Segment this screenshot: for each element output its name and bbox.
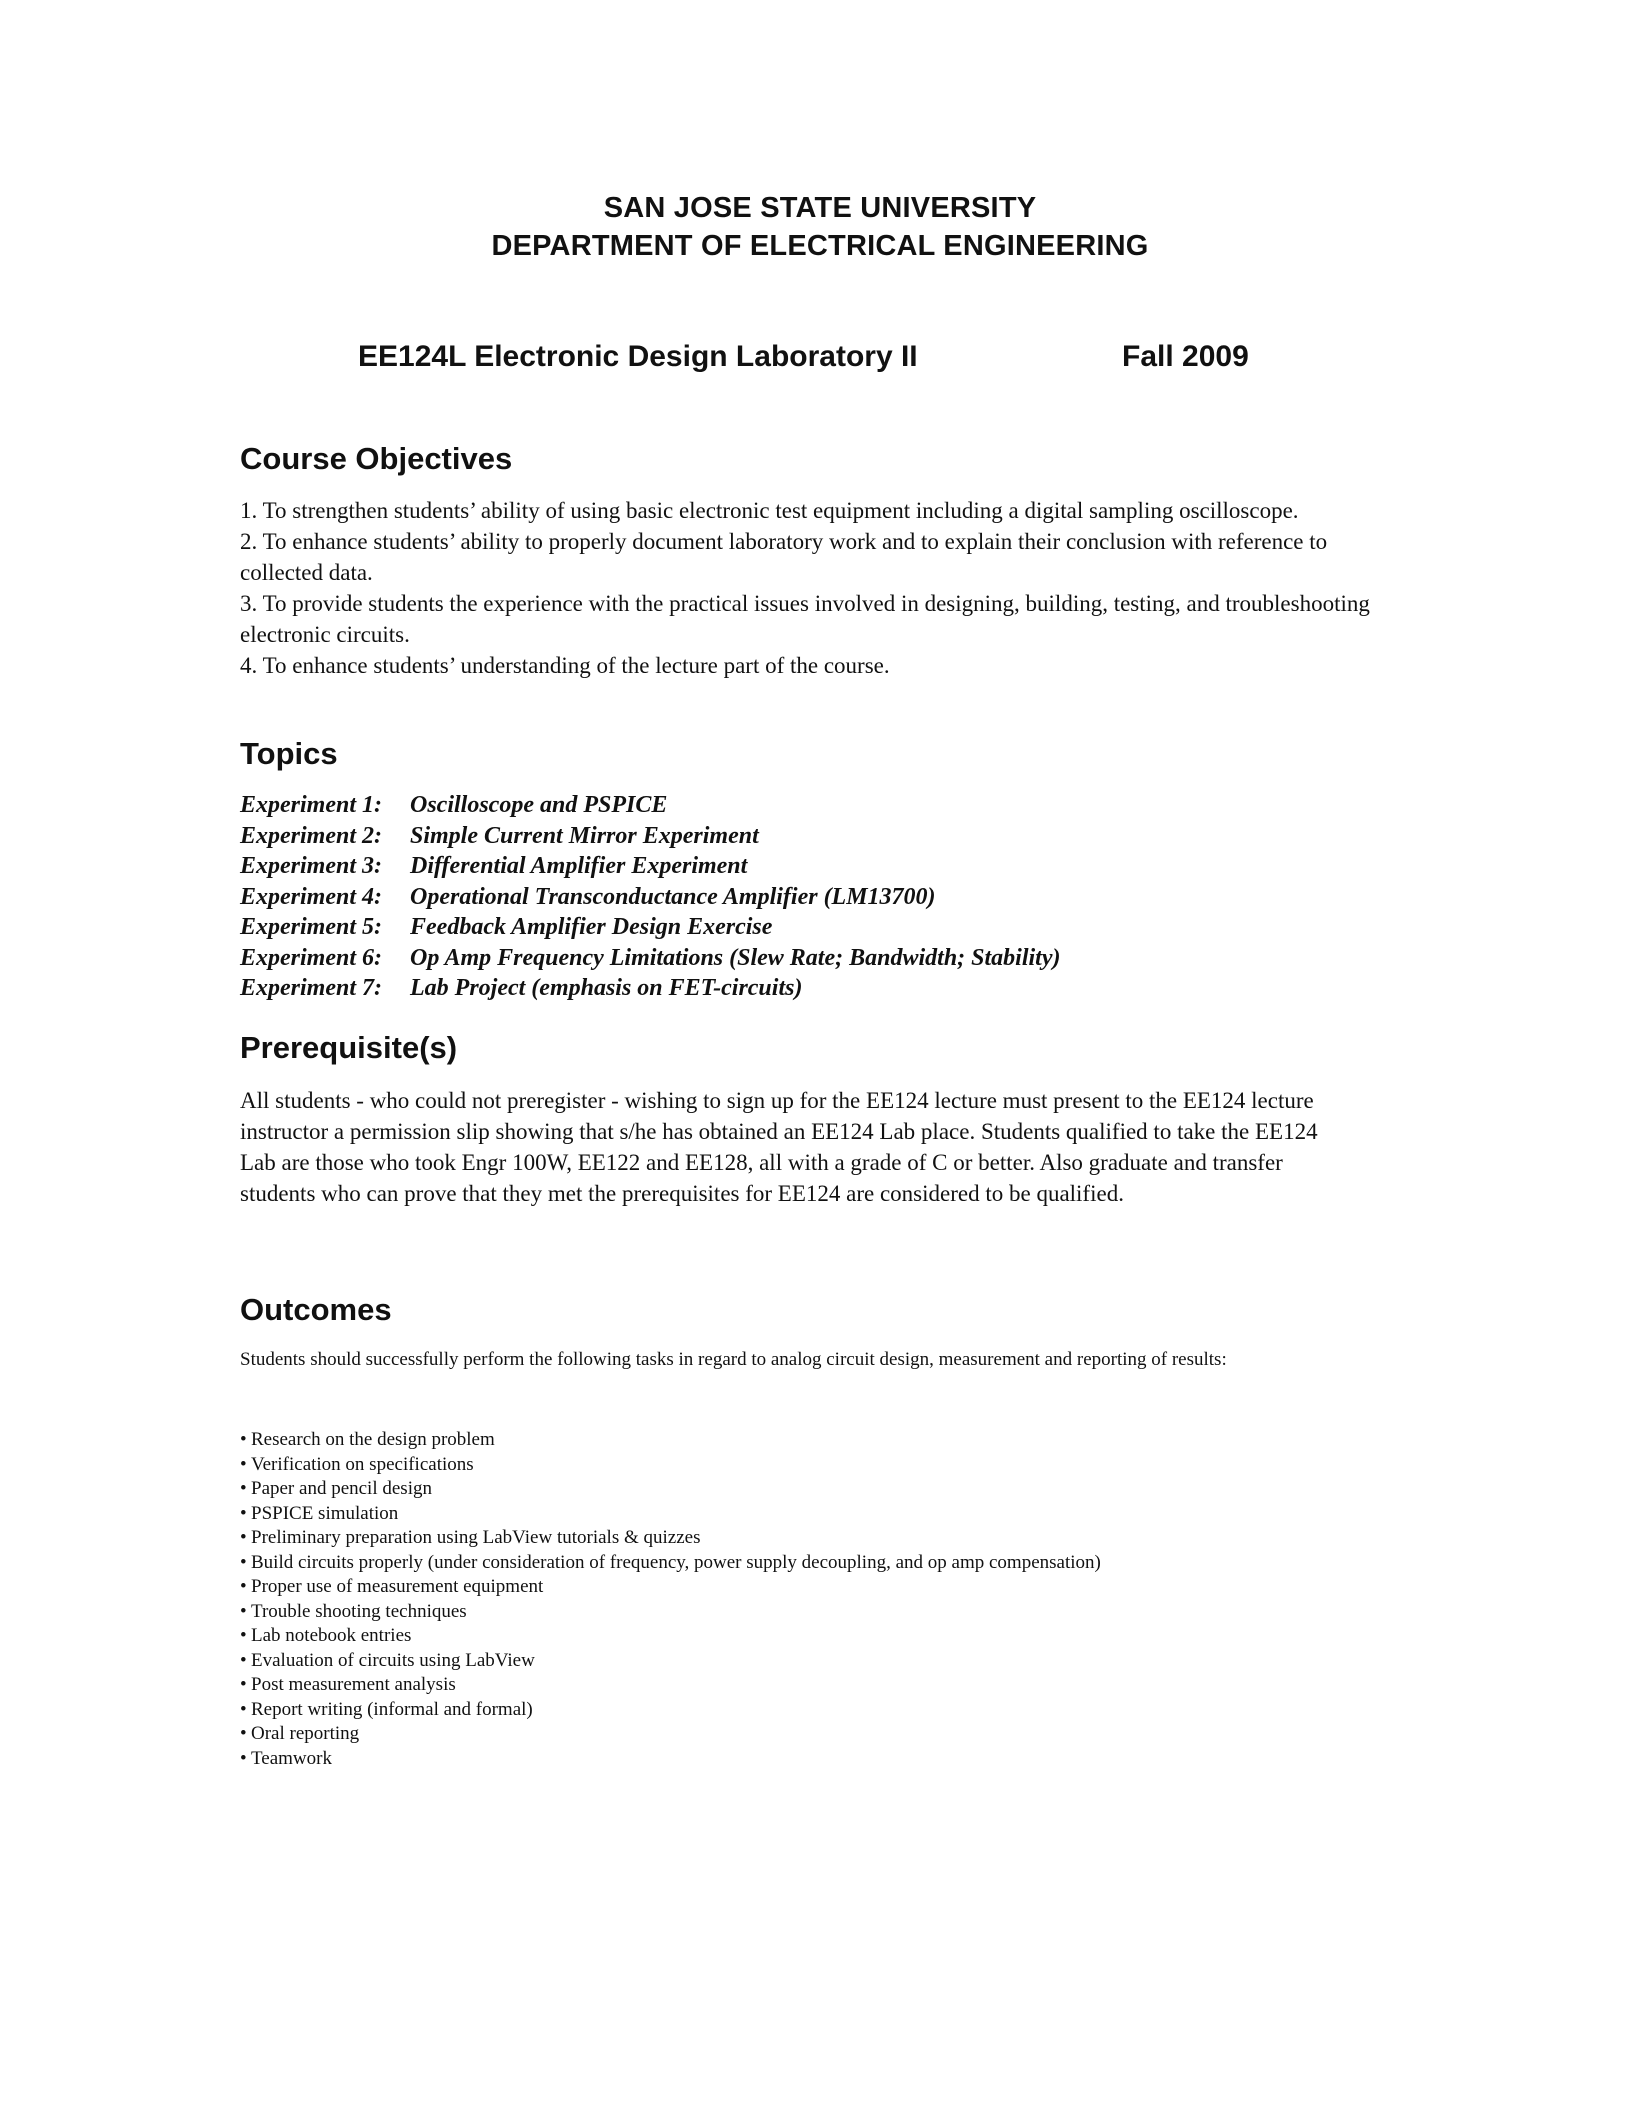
experiment-title: Lab Project (emphasis on FET-circuits)	[410, 975, 803, 1001]
prerequisites-text: All students - who could not preregister - wishing to sign up for the EE124 lecture must present to the EE124 lecture instructor a permission slip showing that s/he has obtained an EE124 Lab place. Students qualified to take the EE124 Lab are those who took Engr 100W, EE122 and EE128, all with a grade of C or better. Also graduate and transfer students who can prove that they met the prerequisites for EE124 are considered to be qualified.	[240, 1088, 1318, 1206]
objective-item: 3. To provide students the experience with the practical issues involved in designing, building, testing, and troubleshooting electronic circuits.	[240, 591, 1370, 647]
outcome-text: Verification on specifications	[251, 1453, 474, 1475]
topic-item	[240, 821, 1060, 852]
topic-item	[240, 912, 1060, 943]
outcome-item	[240, 1502, 1101, 1527]
bullet-icon: •	[240, 1478, 247, 1499]
outcome-item	[240, 1624, 1101, 1649]
bullet-icon: •	[240, 1600, 247, 1622]
outcomes-heading: Outcomes	[240, 1292, 392, 1327]
objective-item: 2. To enhance students’ ability to properly document laboratory work and to explain their conclusion with reference to collected data.	[240, 529, 1328, 585]
experiment-title: Oscilloscope and PSPICE	[410, 792, 668, 818]
topic-item	[240, 882, 1060, 913]
experiment-number: Experiment 2:	[240, 822, 382, 849]
university-name: SAN JOSE STATE UNIVERSITY	[603, 192, 1037, 224]
bullet-icon: •	[240, 1698, 247, 1720]
bullet-icon: •	[240, 1723, 247, 1744]
bullet-icon: •	[240, 1453, 247, 1475]
topic-item	[240, 851, 1060, 882]
topic-item	[240, 943, 1060, 974]
outcome-item	[240, 1673, 1101, 1698]
outcome-item	[240, 1477, 1101, 1502]
course-term: Fall 2009	[1122, 340, 1249, 373]
bullet-icon: •	[240, 1551, 247, 1573]
experiment-title: Differential Amplifier Experiment	[410, 853, 748, 879]
bullet-icon: •	[240, 1649, 247, 1671]
outcomes-intro: Students should successfully perform the following tasks in regard to analog circuit design, measurement and reporting of results:	[240, 1349, 1227, 1370]
outcome-item	[240, 1428, 1101, 1453]
topics-heading: Topics	[240, 736, 338, 771]
outcome-text: Research on the design problem	[251, 1429, 495, 1450]
outcome-text: Lab notebook entries	[251, 1625, 412, 1646]
department-name: DEPARTMENT OF ELECTRICAL ENGINEERING	[491, 230, 1149, 262]
bullet-icon: •	[240, 1429, 247, 1450]
objective-item: 1. To strengthen students’ ability of using basic electronic test equipment including a digital sampling oscilloscope.	[240, 498, 1299, 523]
outcome-text: Teamwork	[251, 1747, 332, 1769]
bullet-icon: •	[240, 1674, 247, 1695]
outcome-text: Proper use of measurement equipment	[251, 1576, 544, 1597]
topics-list	[240, 790, 1060, 1004]
bullet-icon: •	[240, 1576, 247, 1597]
objectives-heading: Course Objectives	[240, 441, 513, 476]
outcome-item	[240, 1722, 1101, 1747]
outcome-text: Oral reporting	[251, 1723, 360, 1744]
outcomes-list	[240, 1428, 1101, 1771]
outcome-text: Post measurement analysis	[251, 1674, 456, 1695]
outcome-item	[240, 1698, 1101, 1723]
bullet-icon: •	[240, 1747, 247, 1769]
topic-item	[240, 973, 1060, 1004]
experiment-number: Experiment 4:	[240, 883, 382, 910]
experiment-number: Experiment 6:	[240, 944, 382, 971]
outcome-text: Evaluation of circuits using LabView	[251, 1649, 535, 1671]
outcome-item	[240, 1453, 1101, 1478]
outcome-item	[240, 1747, 1101, 1772]
experiment-number: Experiment 3:	[240, 853, 382, 879]
outcome-item	[240, 1526, 1101, 1551]
experiment-title: Operational Transconductance Amplifier (LM13700)	[410, 883, 936, 910]
experiment-title: Feedback Amplifier Design Exercise	[410, 914, 773, 940]
course-title: EE124L Electronic Design Laboratory II	[358, 340, 918, 373]
experiment-title: Simple Current Mirror Experiment	[410, 822, 759, 849]
outcome-text: Paper and pencil design	[251, 1478, 432, 1499]
bullet-icon: •	[240, 1502, 247, 1524]
bullet-icon: •	[240, 1625, 247, 1646]
outcome-item	[240, 1575, 1101, 1600]
objectives-list	[240, 495, 1390, 681]
prerequisites-heading: Prerequisite(s)	[240, 1030, 458, 1065]
experiment-number: Experiment 5:	[240, 914, 382, 940]
bullet-icon: •	[240, 1527, 247, 1548]
experiment-title: Op Amp Frequency Limitations (Slew Rate; Bandwidth; Stability)	[410, 944, 1061, 971]
outcome-item	[240, 1649, 1101, 1674]
outcome-text: Preliminary preparation using LabView tutorials & quizzes	[251, 1527, 701, 1548]
outcome-text: Report writing (informal and formal)	[251, 1698, 533, 1720]
objective-item: 4. To enhance students’ understanding of the lecture part of the course.	[240, 653, 890, 678]
outcome-text: PSPICE simulation	[251, 1502, 399, 1524]
outcome-text: Trouble shooting techniques	[251, 1600, 467, 1622]
experiment-number: Experiment 7:	[240, 975, 382, 1001]
experiment-number: Experiment 1:	[240, 792, 382, 818]
outcome-text: Build circuits properly (under consideration of frequency, power supply decoupling, and op amp compensation)	[251, 1551, 1101, 1573]
topic-item	[240, 790, 1060, 821]
outcome-item	[240, 1551, 1101, 1576]
outcome-item	[240, 1600, 1101, 1625]
